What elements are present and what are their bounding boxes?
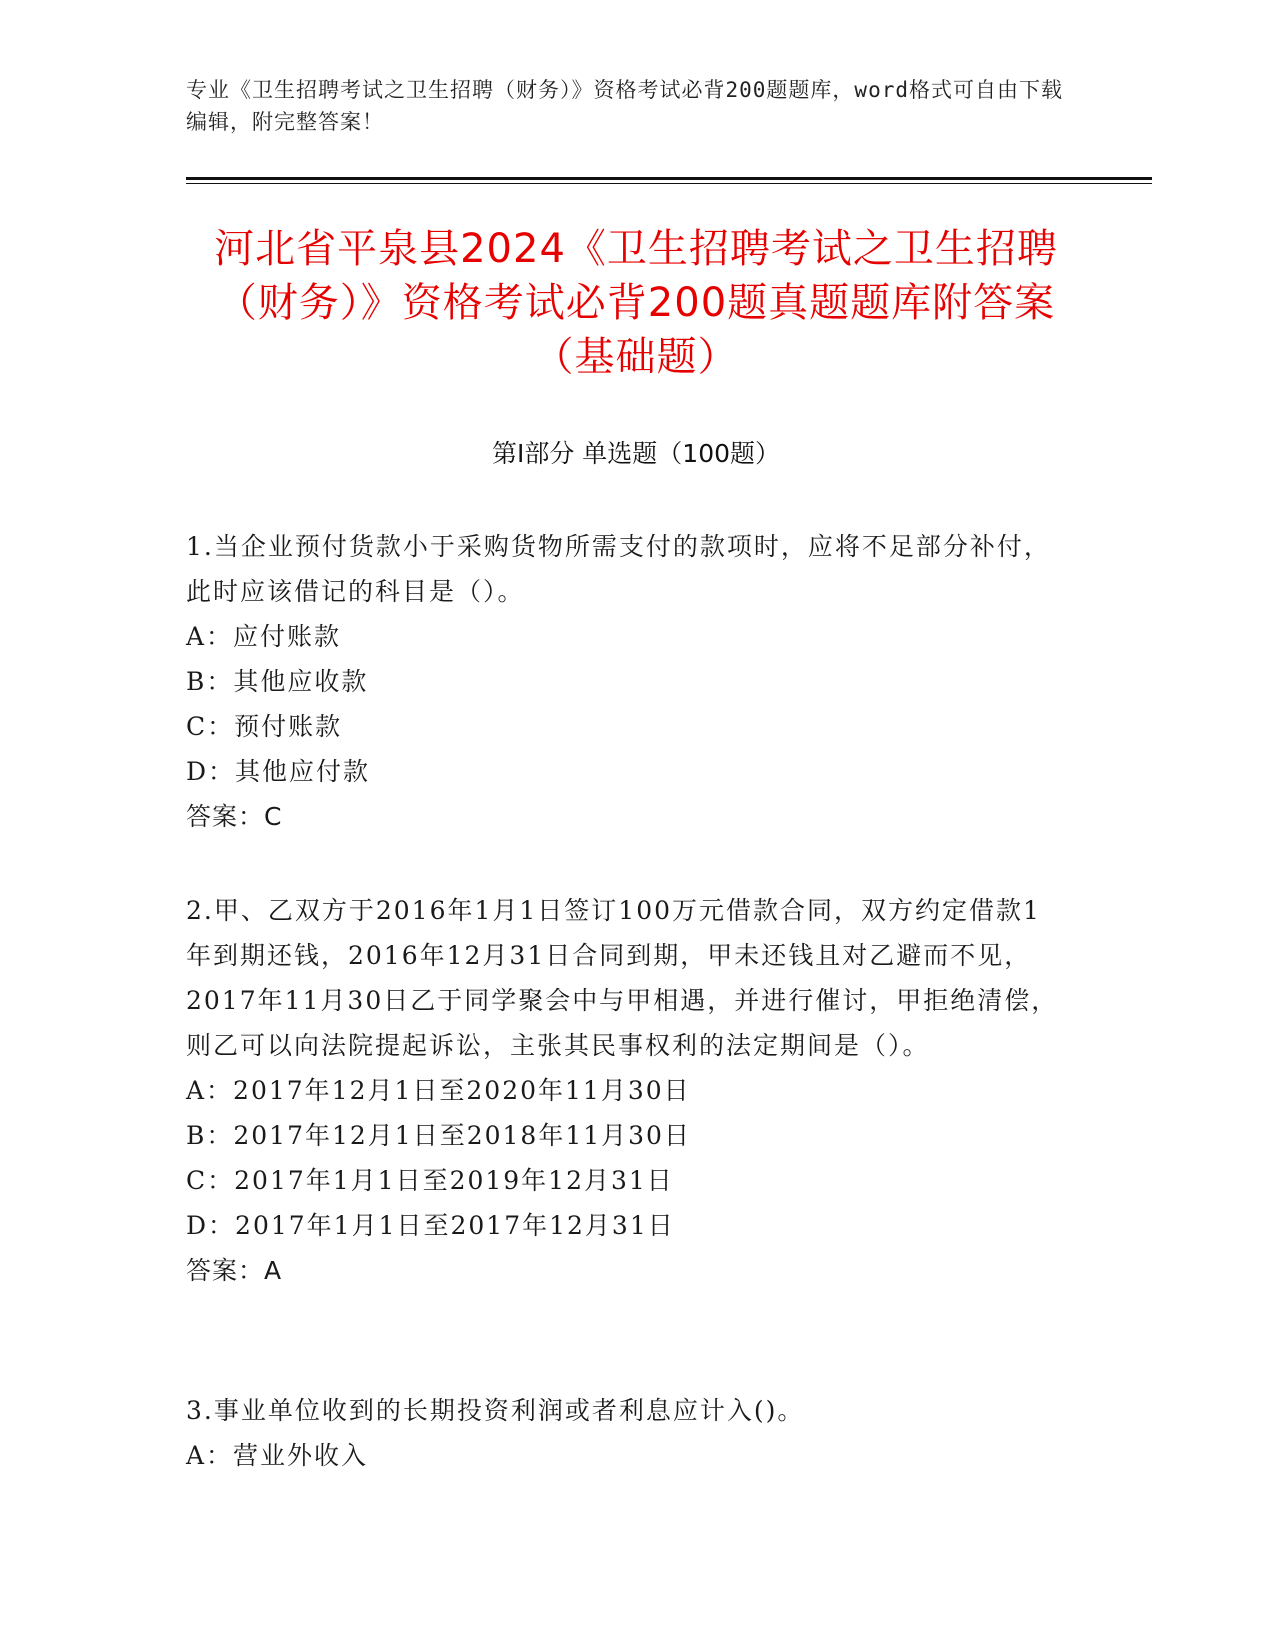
option-b: B：2017年12月1日至2018年11月30日 — [186, 1121, 691, 1150]
section-title: 第Ⅰ部分 单选题（100题） — [491, 439, 781, 468]
document-title: 河北省平泉县2024《卫生招聘考试之卫生招聘（财务）》资格考试必背200题真题题库附答案（基础题） — [214, 226, 1058, 380]
question-3 — [186, 1388, 1066, 1478]
option-a: A：营业外收入 — [186, 1441, 369, 1470]
question-stem: 2.甲、乙双方于2016年1月1日签订100万元借款合同，双方约定借款1年到期还钱，2016年12月31日合同到期，甲未还钱且对乙避而不见，2017年11月30日乙于同学聚会中与甲相遇，并进行催讨，甲拒绝清偿，则乙可以向法院提起诉讼，主张其民事权利的法定期间是（）。 — [186, 896, 1059, 1060]
option-b: B：其他应收款 — [186, 667, 369, 696]
header-divider-thin — [186, 183, 1152, 184]
option-d: D：其他应付款 — [186, 757, 371, 786]
header-note: 专业《卫生招聘考试之卫生招聘（财务）》资格考试必背200题题库，word格式可自由下载编辑，附完整答案！ — [186, 78, 1063, 134]
option-d: D：2017年1月1日至2017年12月31日 — [186, 1211, 675, 1240]
header-divider-thick — [186, 177, 1152, 180]
question-stem: 3.事业单位收到的长期投资利润或者利息应计入()。 — [186, 1396, 805, 1425]
question-stem: 1.当企业预付货款小于采购货物所需支付的款项时，应将不足部分补付，此时应该借记的科目是（）。 — [186, 532, 1051, 606]
answer: 答案：C — [186, 802, 283, 831]
question-2 — [186, 888, 1066, 1293]
option-c: C：预付账款 — [186, 712, 343, 741]
option-a: A：应付账款 — [186, 622, 342, 651]
option-a: A：2017年12月1日至2020年11月30日 — [186, 1076, 691, 1105]
answer: 答案：A — [186, 1256, 283, 1285]
option-c: C：2017年1月1日至2019年12月31日 — [186, 1166, 674, 1195]
question-1 — [186, 524, 1066, 839]
